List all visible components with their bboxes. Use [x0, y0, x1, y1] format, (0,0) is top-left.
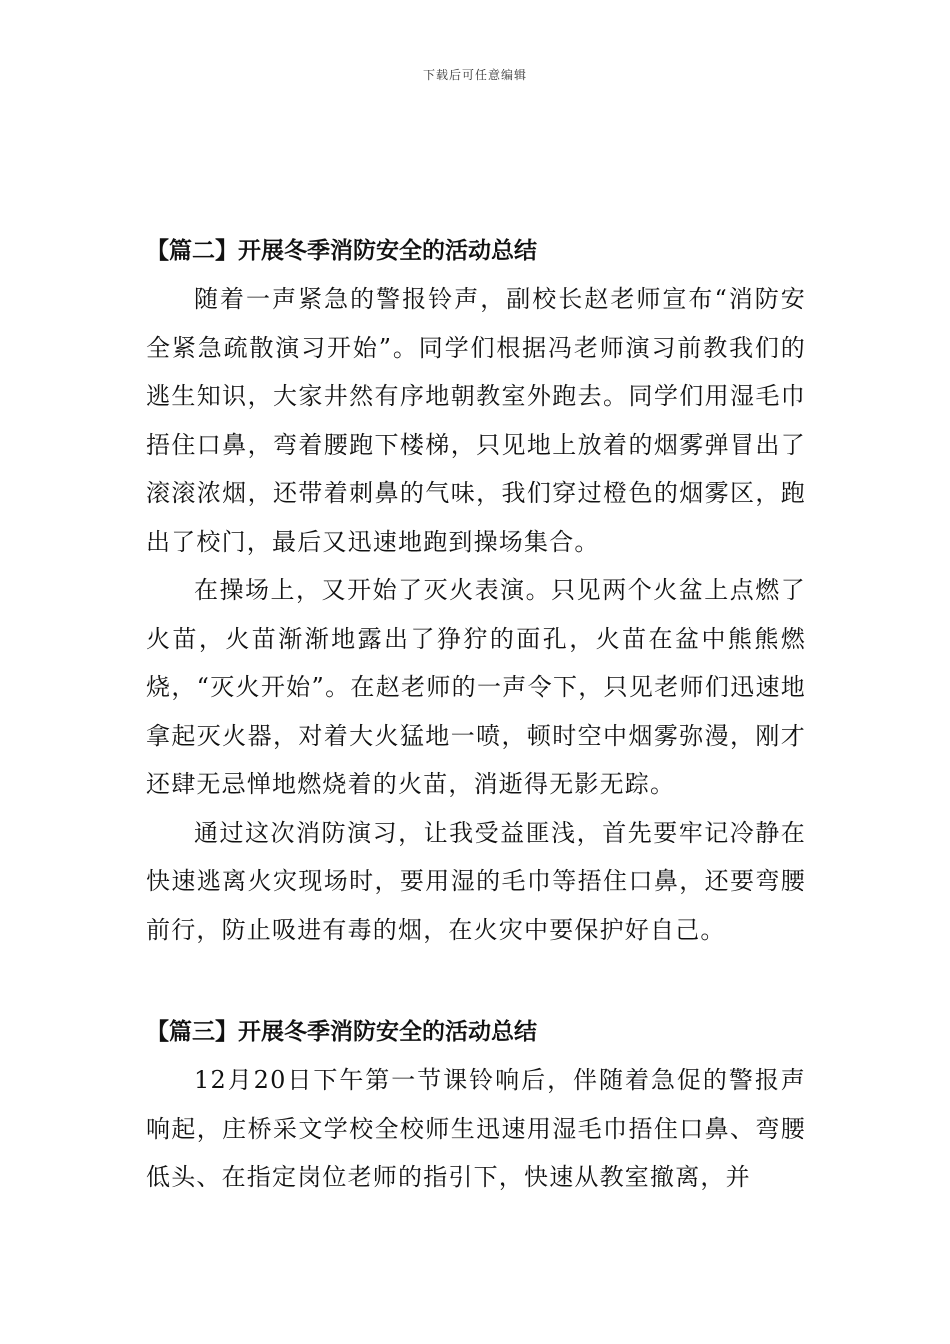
- section-pian-er: [146, 227, 806, 954]
- section-title: 【篇二】开展冬季消防安全的活动总结: [146, 237, 537, 264]
- paragraph: 在操场上，又开始了灭火表演。只见两个火盆上点燃了火苗，火苗渐渐地露出了狰狞的面孔，火苗在盆中熊熊燃烧，“灭火开始”。在赵老师的一声令下，只见老师们迅速地拿起灭火器，对着大火猛地一喷，顿时空中烟雾弥漫，刚才还肆无忌惮地燃烧着的火苗，消逝得无影无踪。: [146, 576, 806, 798]
- document-body: [146, 227, 806, 1202]
- section-spacer: [146, 954, 806, 1008]
- paragraph: 12月20日下午第一节课铃响后，伴随着急促的警报声响起，庄桥采文学校全校师生迅速用湿毛巾捂住口鼻、弯腰低头、在指定岗位老师的指引下，快速从教室撤离，并: [146, 1066, 806, 1191]
- paragraph: 随着一声紧急的警报铃声，副校长赵老师宣布“消防安全紧急疏散演习开始”。同学们根据冯老师演习前教我们的逃生知识，大家井然有序地朝教室外跑去。同学们用湿毛巾捂住口鼻，弯着腰跑下楼梯，只见地上放着的烟雾弹冒出了滚滚浓烟，还带着刺鼻的气味，我们穿过橙色的烟雾区，跑出了校门，最后又迅速地跑到操场集合。: [146, 285, 806, 556]
- header-note: 下载后可任意编辑: [422, 68, 527, 82]
- section-pian-san: [146, 1008, 806, 1202]
- section-title: 【篇三】开展冬季消防安全的活动总结: [146, 1018, 537, 1045]
- paragraph: 通过这次消防演习，让我受益匪浅，首先要牢记冷静在快速逃离火灾现场时，要用湿的毛巾等捂住口鼻，还要弯腰前行，防止吸进有毒的烟，在火灾中要保护好自己。: [146, 818, 806, 944]
